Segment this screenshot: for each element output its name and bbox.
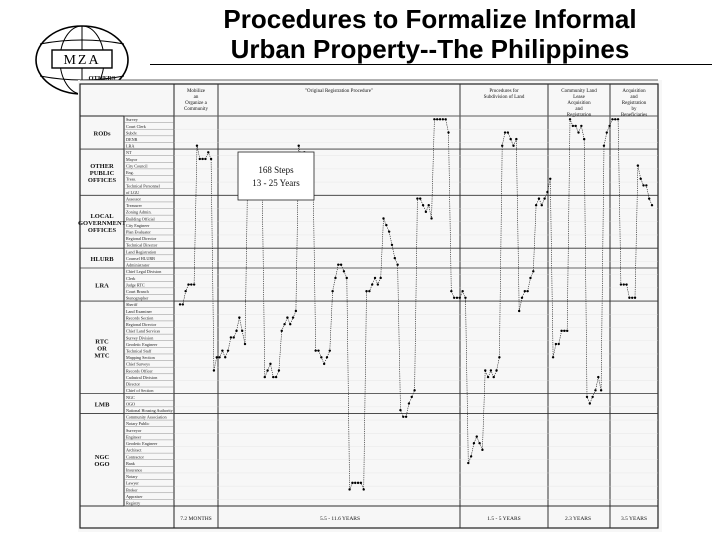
procedure-chart-svg [77,75,662,532]
procedure-step-dot [580,125,582,127]
step-label: Chief Surveys [126,361,150,367]
procedure-step-dot [221,349,223,351]
procedure-step-dot [546,191,548,193]
column-header-line: Community Land [561,89,597,94]
column-header-line: Registration [566,113,592,118]
procedure-step-dot [283,323,285,325]
column-header-line: and [575,107,583,112]
row-group-label-line: LMB [94,401,110,409]
procedure-step-dot [317,349,319,351]
procedure-step-dot [549,178,551,180]
column-header-line: Lease [573,95,585,100]
step-label: Land Registration [126,249,157,255]
procedure-step-dot [218,356,220,358]
procedure-step-dot [481,449,483,451]
step-label: Plan Evaluator [126,229,151,235]
procedure-step-dot [354,482,356,484]
procedure-step-dot [606,131,608,133]
procedure-step-dot [340,264,342,266]
procedure-step-dot [422,204,424,206]
step-label: Contractor [126,454,144,460]
step-label: Land Examiner [126,308,152,314]
procedure-step-dot [227,349,229,351]
procedure-step-dot [346,277,348,279]
title-divider [150,64,712,65]
step-label: Survey Division [126,335,154,341]
procedure-step-dot [478,442,480,444]
procedure-step-dot [512,145,514,147]
logo-text: MZA [63,53,101,68]
step-label: Lawyer [126,480,139,486]
procedure-step-dot [360,482,362,484]
procedure-step-dot [594,389,596,391]
procedure-step-dot [399,409,401,411]
procedure-step-dot [538,197,540,199]
procedure-step-dot [266,369,268,371]
row-group-label [88,163,117,184]
procedure-step-dot [617,118,619,120]
procedure-step-dot [574,125,576,127]
procedure-step-dot [320,356,322,358]
procedure-chart [77,75,662,532]
step-label: Sheriff [126,302,138,308]
procedure-step-dot [408,402,410,404]
row-group-label-line: GOVERNMENT [77,219,127,227]
procedure-step-dot [204,158,206,160]
column-header-line: Mobilize [186,89,206,94]
procedure-step-dot [298,145,300,147]
row-group-label [94,454,109,468]
procedure-step-dot [597,376,599,378]
procedure-step-dot [244,343,246,345]
procedure-step-dot [343,270,345,272]
step-label: NT [126,150,132,156]
procedure-step-dot [230,336,232,338]
step-label: Director [126,381,140,387]
step-label: Insurance [126,467,143,473]
procedure-step-dot [541,204,543,206]
procedure-step-dot [210,158,212,160]
procedure-step-dot [428,204,430,206]
column-header-line: Registration [621,101,647,106]
procedure-step-dot [447,131,449,133]
step-label: National Housing Authority [126,408,173,414]
row-group-label [88,75,115,82]
procedure-step-dot [611,118,613,120]
procedure-step-dot [368,290,370,292]
procedure-step-dot [371,283,373,285]
step-label: Eng. [126,170,134,176]
procedure-step-dot [560,330,562,332]
procedure-step-dot [642,184,644,186]
step-label: Regional Director [126,322,157,328]
procedure-step-dot [600,389,602,391]
row-group-label-line: OTHER [90,163,114,171]
column-header [305,89,373,94]
step-label: Geodetic Engineer [126,441,158,447]
step-label: Court Clerk [126,123,146,129]
step-label: Counsel HLURB [126,255,155,261]
procedure-step-dot [337,264,339,266]
procedure-step-dot [563,330,565,332]
row-group-label [90,256,114,263]
procedure-step-dot [388,230,390,232]
step-label: OGO [126,401,136,407]
row-group-label-line: OFFICES [87,177,117,185]
step-label: Assessor [126,196,141,202]
row-group-label-line: RODs [93,130,111,138]
row-group-label-line: HLURB [90,256,114,264]
procedure-step-dot [430,217,432,219]
procedure-step-dot [651,204,653,206]
step-label: Mapping Section [126,355,155,361]
row-group-label [94,338,109,359]
procedure-step-dot [608,125,610,127]
procedure-step-dot [518,310,520,312]
column-header-line: Community [184,107,208,112]
procedure-step-dot [377,283,379,285]
summary-box [238,152,314,200]
procedure-step-dot [402,416,404,418]
procedure-step-dot [586,396,588,398]
row-group-label-line: OR [97,345,107,353]
procedure-step-dot [467,462,469,464]
procedure-step-dot [184,290,186,292]
procedure-step-dot [278,369,280,371]
column-header-line: Acquisition [622,89,646,94]
row-group-label [94,131,111,138]
procedure-step-dot [495,369,497,371]
step-label: Broker [126,487,138,493]
procedure-step-dot [314,349,316,351]
procedure-step-dot [490,369,492,371]
procedure-step-dot [289,323,291,325]
procedure-step-dot [394,257,396,259]
row-group-label-line: LOCAL [90,212,114,220]
step-label: LRA [126,143,135,149]
procedure-step-dot [374,277,376,279]
phase-duration: 2.3 YEARS [564,516,592,522]
procedure-step-dot [216,356,218,358]
phase-duration: 5.5 - 11.6 YEARS [319,516,361,522]
column-header-line: Procedures for [489,89,519,94]
step-label: of LGU [126,189,140,195]
procedure-step-dot [442,118,444,120]
step-label: Regional Director [126,236,157,242]
procedure-step-dot [456,297,458,299]
row-group-label-line: LRA [95,282,109,290]
procedure-step-dot [577,131,579,133]
procedure-step-dot [515,138,517,140]
phase-duration: 7.2 MONTHS [180,516,212,522]
procedure-step-dot [623,283,625,285]
procedure-step-dot [645,184,647,186]
procedure-step-dot [628,297,630,299]
step-label: Clerk [126,275,136,281]
step-label: Chief Land Services [126,328,161,334]
procedure-step-dot [501,145,503,147]
procedure-step-dot [476,435,478,437]
procedure-step-dot [637,164,639,166]
procedure-step-dot [190,283,192,285]
row-group-label-line: OGO [94,461,110,469]
procedure-step-dot [439,118,441,120]
procedure-step-dot [351,482,353,484]
column-header [484,89,525,100]
summary-steps: 168 Steps [258,165,294,175]
row-group-label-line: OTHERS [88,75,116,82]
procedure-step-dot [235,330,237,332]
column-header-line: an [193,95,199,100]
procedure-step-dot [625,283,627,285]
procedure-step-dot [269,363,271,365]
row-group-label [95,402,110,409]
procedure-step-dot [179,303,181,305]
column-header [561,89,597,118]
procedure-step-dot [631,297,633,299]
step-label: Mayor [126,156,138,162]
step-label: City Engineer [126,222,150,228]
step-label: Registry [126,500,141,506]
procedure-step-dot [413,389,415,391]
procedure-step-dot [591,396,593,398]
procedure-step-dot [532,270,534,272]
step-label: Technical Director [126,242,158,248]
procedure-step-dot [484,369,486,371]
procedure-step-dot [196,145,198,147]
procedure-step-dot [292,316,294,318]
step-label: City Council [126,163,148,169]
title-line-1: Procedures to Formalize Informal [223,4,637,34]
procedure-step-dot [493,376,495,378]
procedure-step-dot [453,297,455,299]
step-label: Survey [126,117,138,123]
procedure-step-dot [634,297,636,299]
procedure-step-dot [233,336,235,338]
step-label: Notary Public [126,421,150,427]
procedure-step-dot [329,349,331,351]
step-label: Judge RTC [126,282,145,288]
procedure-step-dot [444,118,446,120]
row-group-label-line: NGC [94,454,110,462]
procedure-step-dot [199,158,201,160]
step-label: Bank [126,460,135,466]
procedure-step-dot [569,118,571,120]
step-label: Records Section [126,315,154,321]
summary-years: 13 - 25 Years [252,178,300,188]
step-label: DENR [126,136,138,142]
procedure-step-dot [648,197,650,199]
procedure-step-dot [524,290,526,292]
column-header-line: by [631,107,637,112]
procedure-step-dot [334,277,336,279]
procedure-step-dot [526,290,528,292]
step-label: Administrator [126,262,150,268]
step-label: Technical Personnel [126,183,160,189]
procedure-step-dot [365,290,367,292]
procedure-step-dot [558,343,560,345]
step-label: Court Branch [126,289,149,295]
procedure-step-dot [603,145,605,147]
step-label: Cadastral Division [126,374,158,380]
step-label: Chief of Section [126,388,154,394]
procedure-step-dot [535,204,537,206]
row-group-label-line: OFFICES [87,226,117,234]
procedure-step-dot [504,131,506,133]
step-label: Treasurer [126,203,142,209]
step-label: Appraiser [126,493,143,499]
procedure-step-dot [620,283,622,285]
procedure-step-dot [323,363,325,365]
procedure-step-dot [382,217,384,219]
procedure-step-dot [187,283,189,285]
procedure-step-dot [391,244,393,246]
page-title [150,4,710,64]
procedure-step-dot [450,290,452,292]
procedure-step-dot [487,376,489,378]
procedure-step-dot [348,488,350,490]
step-label: Zoning Admin. [126,209,152,215]
step-label: NGC [126,394,135,400]
procedure-step-dot [473,442,475,444]
step-label: Surveyor [126,427,142,433]
procedure-step-dot [543,197,545,199]
procedure-step-dot [416,197,418,199]
step-label: Community Association [126,414,167,420]
procedure-step-dot [295,310,297,312]
phase-duration: 1.5 - 5 YEARS [487,516,521,522]
step-label: Architect [126,447,142,453]
step-label: Stenographer [126,295,149,301]
column-header-line: Beneficiaries [620,113,648,118]
procedure-step-dot [241,330,243,332]
phase-duration: 3.5 YEARS [620,516,648,522]
step-label: Chief Legal Division [126,269,162,275]
procedure-step-dot [436,118,438,120]
procedure-step-dot [363,488,365,490]
procedure-step-dot [419,197,421,199]
column-header-line: "Original Registration Procedure" [305,89,373,94]
step-label: Subdv. [126,130,138,136]
procedure-step-dot [326,356,328,358]
procedure-step-dot [182,303,184,305]
chart-frame [77,84,658,528]
procedure-step-dot [207,151,209,153]
step-label: Building Official [126,216,155,222]
step-label: Treas. [126,176,137,182]
procedure-step-dot [272,376,274,378]
row-group-label-line: MTC [94,352,110,360]
procedure-step-dot [498,356,500,358]
procedure-step-dot [470,455,472,457]
procedure-step-dot [357,482,359,484]
procedure-step-dot [555,343,557,345]
procedure-step-dot [385,224,387,226]
procedure-step-dot [331,290,333,292]
procedure-step-dot [405,416,407,418]
procedure-step-dot [213,369,215,371]
procedure-step-dot [461,290,463,292]
procedure-step-dot [425,211,427,213]
column-header-line: Subdivision of Land [483,95,525,100]
procedure-step-dot [379,277,381,279]
procedure-step-dot [572,125,574,127]
step-label: Geodetic Engineer [126,341,158,347]
procedure-step-dot [275,376,277,378]
procedure-step-dot [411,396,413,398]
row-group-label-line: PUBLIC [89,170,115,178]
procedure-step-dot [193,283,195,285]
step-label: Notary [126,474,138,480]
column-header [621,89,647,118]
procedure-step-dot [396,264,398,266]
column-header-line: Organize a [185,101,207,106]
row-group-label [78,213,127,234]
procedure-step-dot [224,356,226,358]
procedure-step-dot [238,316,240,318]
step-label: Technical Staff [126,348,152,354]
procedure-step-dot [552,356,554,358]
procedure-step-dot [281,330,283,332]
procedure-step-dot [464,297,466,299]
procedure-step-dot [529,277,531,279]
procedure-step-dot [264,376,266,378]
column-header-line: Acquisition [567,101,591,106]
procedure-step-dot [566,330,568,332]
procedure-step-dot [509,138,511,140]
row-group-label [95,283,109,290]
procedure-step-dot [507,131,509,133]
column-header-line: and [630,95,638,100]
procedure-step-dot [639,178,641,180]
row-group-label-line: RTC [95,338,109,346]
step-label: Records Officer [126,368,153,374]
procedure-step-dot [286,316,288,318]
procedure-step-dot [433,118,435,120]
procedure-step-dot [459,297,461,299]
procedure-step-dot [521,297,523,299]
procedure-step-dot [583,138,585,140]
step-label: Engineer [126,434,142,440]
procedure-step-dot [201,158,203,160]
column-header [184,89,208,112]
procedure-step-dot [589,402,591,404]
title-line-2: Urban Property--The Philippines [230,34,630,64]
procedure-step-dot [614,118,616,120]
